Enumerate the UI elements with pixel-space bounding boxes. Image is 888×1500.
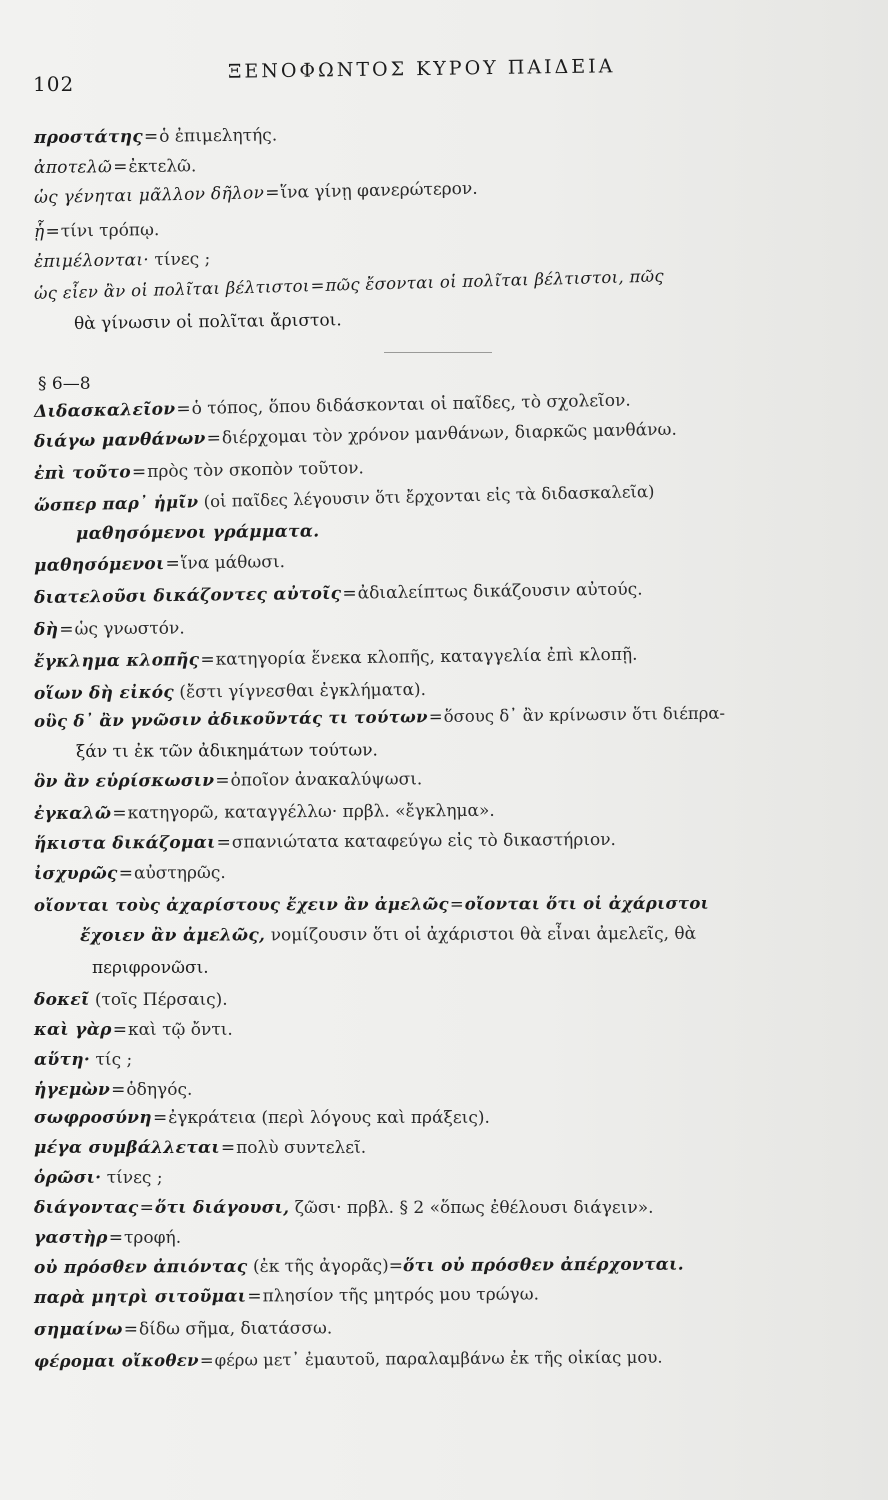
glossary-entry	[34, 1080, 192, 1100]
entry-equals: =	[112, 803, 127, 824]
entry-equals: =	[131, 462, 147, 483]
glossary-entry	[34, 894, 709, 915]
entry-definition: ὁ ἐπιμελητής.	[159, 125, 278, 147]
entry-definition: κατηγορῶ, καταγγέλλω· πρβλ. «ἔγκλημα».	[127, 800, 495, 824]
entry-continuation	[80, 924, 696, 946]
entry-term: σωφροσύνη	[34, 1108, 152, 1128]
glossary-entry	[34, 1348, 663, 1371]
entry-definition: ὡς γνωστόν.	[74, 618, 185, 640]
entry-term: οἵων δὴ εἰκός	[33, 682, 175, 704]
entry-definition: τίς ;	[95, 1050, 133, 1070]
entry-continuation: μαθησόμενοι γράμματα.	[75, 521, 320, 544]
entry-definition: (οἱ παῖδες λέγουσιν ὅτι ἔρχονται εἰς τὰ διδασκαλεῖα)	[203, 481, 655, 512]
entry-definition: ὁποῖον ἀνακαλύψωσι.	[230, 769, 423, 791]
entry-definition: τίνι τρόπῳ.	[60, 220, 160, 242]
entry-term-equivalent: οἴονται ὅτι οἱ ἀχάριστοι	[464, 893, 709, 914]
glossary-entry	[34, 1198, 654, 1218]
entry-equals: =	[216, 832, 231, 853]
glossary-entry	[34, 458, 364, 484]
page-number: 102	[33, 72, 75, 96]
entry-continuation: περιφρονῶσι.	[92, 958, 209, 978]
entry-definition: ἵνα γίνῃ φανερώτερον.	[280, 178, 478, 203]
entry-equals: =	[220, 1138, 236, 1158]
glossary-entry	[34, 1138, 366, 1158]
entry-equals: =	[310, 275, 325, 296]
glossary-entry	[34, 618, 185, 640]
entry-equals: =	[45, 221, 60, 242]
glossary-entry	[34, 580, 643, 608]
glossary-entry	[34, 1255, 684, 1278]
entry-term: αὕτη·	[34, 1050, 91, 1070]
entry-term-equivalent: ὅτι διάγουσι,	[154, 1198, 290, 1218]
entry-term: προστάτης	[33, 126, 144, 148]
glossary-entry	[34, 391, 631, 422]
entry-definition: φέρω μετ᾽ ἐμαυτοῦ, παραλαμβάνω ἐκ τῆς οἰκίας μου.	[214, 1347, 663, 1370]
entry-equals: =	[265, 182, 280, 204]
entry-term: διάγοντας	[34, 1198, 139, 1218]
entry-term: δὴ	[33, 619, 59, 640]
entry-definition: κατηγορία ἕνεκα κλοπῆς, καταγγελία ἐπὶ κλοπῇ.	[215, 644, 638, 670]
entry-term: οὓς δ᾽ ἂν γνῶσιν ἀδικοῦντάς τι τούτων	[33, 707, 428, 731]
section-divider	[384, 352, 492, 353]
entry-term: ὡς γένηται μᾶλλον δῆλον	[33, 183, 265, 208]
entry-continuation-definition: νομίζουσιν ὅτι οἱ ἀχάριστοι θὰ εἶναι ἀμελεῖς, θὰ	[270, 923, 697, 946]
entry-continuation-term: ἔχοιεν ἂν ἀμελῶς,	[79, 925, 266, 946]
entry-term: ἐγκαλῶ	[33, 803, 112, 824]
glossary-entry	[34, 1284, 539, 1308]
entry-term: ὁρῶσι·	[34, 1168, 102, 1188]
entry-term: δοκεῖ	[34, 990, 90, 1010]
entry-term-equivalent: ὅτι οὐ πρόσθεν ἀπέρχονται.	[402, 1254, 684, 1277]
running-title: ΞΕΝΟΦΩΝΤΟΣ ΚΥΡΟΥ ΠΑΙΔΕΙΑ	[227, 55, 616, 83]
entry-continuation: θὰ γίνωσιν οἱ πολῖται ἄριστοι.	[73, 310, 342, 334]
entry-term: παρὰ μητρὶ σιτοῦμαι	[33, 1286, 247, 1308]
entry-term: μαθησόμενοι	[33, 553, 165, 576]
glossary-entry	[34, 266, 664, 303]
entry-equals: =	[215, 770, 230, 791]
glossary-entry	[34, 1108, 490, 1128]
entry-definition: πολὺ συντελεῖ.	[236, 1138, 367, 1158]
glossary-entry	[34, 1050, 132, 1070]
entry-term: φέρομαι οἴκοθεν	[33, 1350, 199, 1371]
entry-definition: ὅσους δ᾽ ἂν κρίνωσιν ὅτι διέπρα-	[443, 703, 726, 726]
entry-definition: πρὸς τὸν σκοπὸν τοῦτον.	[147, 458, 365, 483]
entry-term: ἀποτελῶ	[33, 157, 113, 178]
glossary-entry	[34, 680, 426, 704]
entry-term: ἡγεμὼν	[34, 1080, 111, 1100]
entry-definition: πλησίον τῆς μητρός μου τρώγω.	[262, 1284, 540, 1307]
entry-term-equivalent: πῶς ἔσονται οἱ πολῖται βέλτιστοι, πῶς	[325, 266, 665, 295]
entry-definition: ἐκτελῶ.	[128, 156, 197, 178]
entry-equals: =	[152, 1108, 168, 1128]
glossary-entry	[34, 125, 277, 148]
entry-equals: =	[176, 398, 191, 420]
entry-definition: ἐγκράτεια (περὶ λόγους καὶ πράξεις).	[168, 1108, 490, 1128]
entry-term: ὃν ἂν εὑρίσκωσιν	[33, 770, 215, 792]
entry-definition: ὁδηγός.	[126, 1080, 193, 1100]
glossary-entry	[34, 645, 638, 672]
entry-equals: =	[342, 583, 357, 604]
entry-definition: τίνες ;	[154, 249, 211, 271]
entry-definition: δίδω σῆμα, διατάσσω.	[138, 1318, 333, 1340]
entry-equals: =	[165, 553, 180, 574]
entry-definition: (τοῖς Πέρσαις).	[94, 990, 228, 1010]
entry-term: Διδασκαλεῖον	[33, 399, 176, 422]
entry-definition: τίνες ;	[106, 1168, 163, 1188]
entry-term: οἴονται τοὺς ἀχαρίστους ἔχειν ἂν ἀμελῶς	[33, 894, 449, 915]
entry-equals: =	[111, 1080, 126, 1100]
glossary-entry	[34, 1228, 181, 1248]
entry-definition: (ἔστι γίγνεσθαι ἐγκλήματα).	[179, 679, 427, 703]
entry-definition: ἵνα μάθωσι.	[180, 552, 286, 574]
glossary-entry	[34, 769, 422, 792]
entry-equals: =	[112, 1020, 127, 1040]
entry-equals: =	[200, 649, 215, 670]
glossary-entry	[34, 863, 226, 884]
glossary-entry	[34, 1318, 332, 1340]
entry-equals: =	[113, 157, 128, 178]
entry-definition: ὁ τόπος, ὅπου διδάσκονται οἱ παῖδες, τὸ σχολεῖον.	[191, 390, 631, 419]
glossary-entry	[34, 249, 211, 272]
entry-equals: =	[59, 619, 74, 640]
glossary-entry	[34, 801, 495, 824]
entry-definition: αὐστηρῶς.	[133, 862, 226, 884]
entry-term: οὐ πρόσθεν ἀπιόντας	[33, 1256, 248, 1278]
entry-definition: τροφή.	[124, 1228, 182, 1248]
entry-term: ᾗ	[33, 221, 45, 242]
entry-term: ἥκιστα δικάζομαι	[33, 832, 216, 854]
entry-term: ἐπὶ τοῦτο	[33, 462, 132, 484]
entry-term: μέγα συμβάλλεται	[34, 1138, 220, 1158]
entry-equals: =	[118, 863, 133, 884]
entry-term: διατελοῦσι δικάζοντες αὐτοῖς	[33, 583, 342, 608]
glossary-entry	[34, 1168, 163, 1188]
entry-term: σημαίνω	[33, 1319, 123, 1340]
entry-term: γαστὴρ	[34, 1228, 108, 1248]
glossary-entry	[34, 179, 478, 208]
entry-definition: διέρχομαι τὸν χρόνον μανθάνων, διαρκῶς μανθάνω.	[221, 419, 677, 449]
glossary-entry	[34, 1020, 233, 1040]
entry-term: ἔγκλημα κλοπῆς	[33, 649, 200, 672]
entry-term: ἰσχυρῶς	[33, 863, 118, 884]
glossary-entry	[34, 220, 160, 242]
entry-equals: =	[206, 428, 222, 449]
glossary-entry	[34, 156, 197, 178]
glossary-entry	[34, 482, 655, 515]
glossary-entry	[34, 830, 616, 854]
glossary-entry	[34, 704, 725, 731]
entry-continuation: ξάν τι ἐκ τῶν ἀδικημάτων τούτων.	[75, 740, 378, 762]
entry-equals: =	[449, 894, 464, 914]
entry-equals: =	[428, 707, 443, 727]
entry-definition: ἀδιαλείπτως δικάζουσιν αὐτούς.	[357, 579, 643, 604]
glossary-entry	[34, 420, 677, 452]
entry-equals: =	[143, 126, 159, 147]
entry-term: ὥσπερ παρ᾽ ἡμῖν	[33, 492, 199, 515]
entry-equals: =	[247, 1286, 262, 1307]
entry-equals: =	[199, 1350, 214, 1370]
entry-term: διάγω μανθάνων	[33, 428, 206, 452]
entry-equals: =	[139, 1198, 154, 1218]
entry-term: ὡς εἶεν ἂν οἱ πολῖται βέλτιστοι	[33, 276, 310, 303]
entry-definition: σπανιώτατα καταφεύγω εἰς τὸ δικαστήριον.	[231, 829, 616, 853]
glossary-entry	[34, 552, 285, 576]
section-heading: § 6—8	[38, 374, 91, 394]
entry-definition: ζῶσι· πρβλ. § 2 «ὅπως ἐθέλουσι διάγειν».	[294, 1198, 654, 1218]
entry-definition: (ἐκ τῆς ἀγορᾶς)=	[252, 1256, 404, 1277]
entry-term: καὶ γὰρ	[34, 1020, 112, 1040]
entry-equals: =	[123, 1319, 139, 1340]
entry-term: ἐπιμέλονται·	[33, 250, 150, 272]
glossary-entry	[34, 990, 228, 1010]
entry-definition: καὶ τῷ ὄντι.	[127, 1020, 233, 1040]
entry-equals: =	[108, 1228, 123, 1248]
